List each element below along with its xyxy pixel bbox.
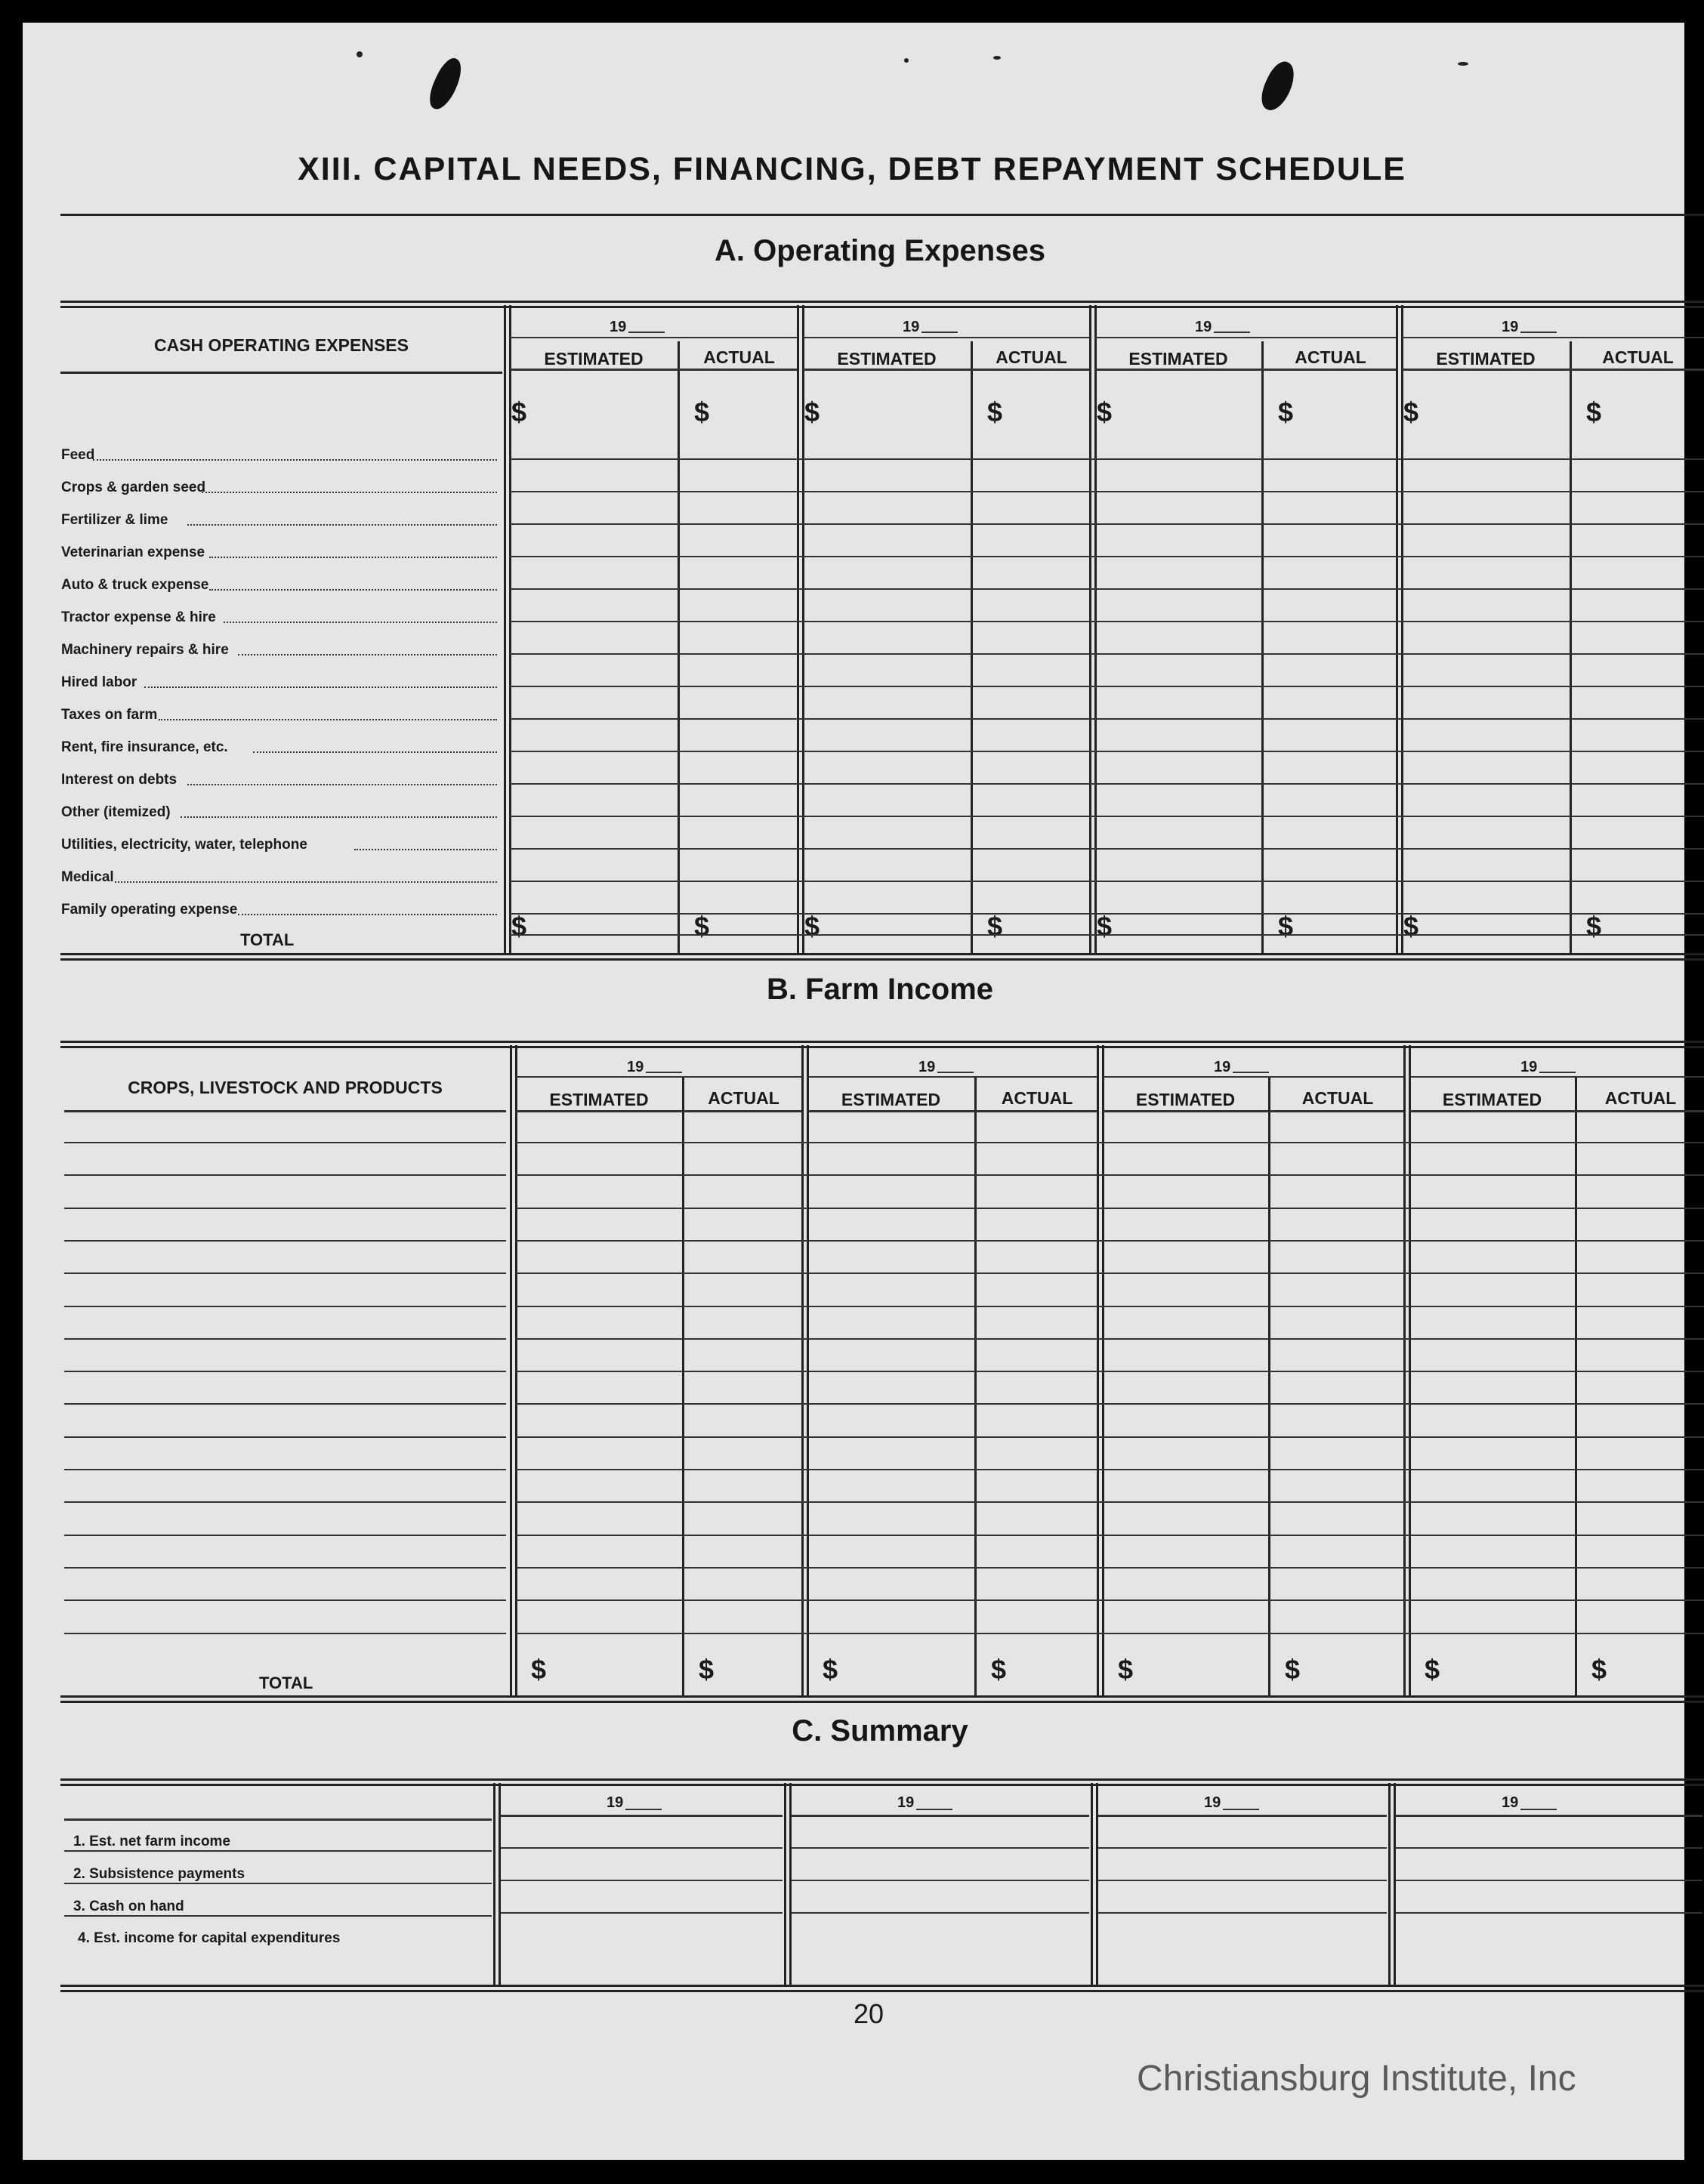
year-blank — [628, 332, 665, 333]
section-c-heading: C. Summary — [792, 1714, 968, 1748]
expense-row-label: Tractor expense & hire — [61, 609, 216, 625]
rule — [510, 369, 798, 371]
actual-header: ACTUAL — [1301, 1088, 1374, 1108]
actual-header: ACTUAL — [1295, 347, 1366, 367]
entry-line — [510, 718, 1704, 720]
year-blank — [937, 1072, 974, 1073]
actual-header: ACTUAL — [1602, 347, 1674, 367]
dot-leader — [354, 849, 497, 850]
rule — [1095, 369, 1397, 371]
dollar-sign: $ — [1403, 396, 1419, 427]
expense-row-label: Veterinarian expense — [61, 544, 205, 560]
estimated-header: ESTIMATED — [544, 349, 644, 369]
entry-line — [1396, 1912, 1702, 1914]
dollar-sign: $ — [804, 396, 820, 427]
year-label: 19 — [1520, 1059, 1538, 1075]
column-divider — [784, 1783, 792, 1985]
speck — [357, 51, 363, 57]
rule — [1402, 337, 1704, 338]
total-dollar-sign: $ — [1591, 1654, 1607, 1685]
rule — [64, 1110, 506, 1112]
product-entry-line — [64, 1371, 506, 1372]
total-dollar-sign: $ — [699, 1654, 715, 1685]
rule — [60, 214, 1704, 216]
section-a-column-header: CASH OPERATING EXPENSES — [154, 335, 409, 355]
product-entry-line — [64, 1403, 506, 1405]
entry-line — [516, 1403, 1704, 1405]
section-a-heading: A. Operating Expenses — [715, 234, 1045, 267]
entry-line — [516, 1208, 1704, 1209]
dollar-sign: $ — [511, 396, 527, 427]
entry-line — [510, 934, 1704, 936]
rule — [64, 1850, 492, 1852]
dollar-sign: $ — [1586, 396, 1602, 427]
product-entry-line — [64, 1272, 506, 1274]
entry-line — [510, 523, 1704, 525]
dollar-sign: $ — [694, 396, 710, 427]
year-label: 19 — [1204, 1794, 1221, 1811]
total-dollar-sign: $ — [531, 1654, 547, 1685]
rule — [807, 1110, 1097, 1112]
year-label: 19 — [918, 1059, 936, 1075]
product-entry-line — [64, 1501, 506, 1503]
year-blank — [921, 332, 958, 333]
rule — [501, 1815, 783, 1817]
entry-line — [516, 1338, 1704, 1340]
entry-line — [510, 881, 1704, 882]
rule — [803, 337, 1090, 338]
expense-row-label: Other (itemized) — [61, 804, 171, 820]
dollar-sign: $ — [1097, 396, 1113, 427]
section-a-top-rule — [60, 301, 1704, 308]
column-divider — [1261, 341, 1264, 953]
entry-line — [510, 686, 1704, 687]
entry-line — [516, 1142, 1704, 1143]
column-divider — [797, 305, 804, 953]
entry-line — [510, 653, 1704, 655]
total-dollar-sign: $ — [1278, 911, 1294, 942]
section-b-top-rule — [60, 1041, 1704, 1048]
rule — [1103, 1110, 1405, 1112]
dot-leader — [209, 589, 497, 591]
rule — [1103, 1076, 1405, 1078]
dot-leader — [238, 914, 497, 915]
year-blank — [1223, 1809, 1259, 1810]
entry-line — [510, 913, 1704, 915]
dollar-sign: $ — [987, 396, 1003, 427]
section-b-column-header: CROPS, LIVESTOCK AND PRODUCTS — [128, 1078, 443, 1097]
entry-line — [516, 1371, 1704, 1372]
column-divider — [493, 1783, 501, 1985]
estimated-header: ESTIMATED — [1442, 1090, 1542, 1109]
rule — [510, 337, 798, 338]
estimated-header: ESTIMATED — [1128, 349, 1228, 369]
product-entry-line — [64, 1469, 506, 1470]
column-divider — [1570, 341, 1572, 953]
rule — [792, 1815, 1089, 1817]
rule — [803, 369, 1090, 371]
entry-line — [510, 621, 1704, 622]
column-divider — [971, 341, 973, 953]
year-label: 19 — [627, 1059, 644, 1075]
year-blank — [646, 1072, 682, 1073]
estimated-header: ESTIMATED — [841, 1090, 941, 1109]
dot-leader — [253, 751, 497, 753]
entry-line — [516, 1599, 1704, 1601]
total-dollar-sign: $ — [1097, 911, 1113, 942]
column-divider — [678, 341, 680, 953]
entry-line — [1098, 1847, 1387, 1849]
column-divider — [1089, 305, 1097, 953]
rule — [1409, 1110, 1704, 1112]
product-entry-line — [64, 1338, 506, 1340]
rule — [1402, 369, 1704, 371]
expense-row-label: Fertilizer & lime — [61, 512, 168, 528]
speck — [904, 58, 909, 63]
entry-line — [516, 1469, 1704, 1470]
column-divider — [504, 305, 511, 953]
column-divider — [682, 1076, 684, 1695]
summary-row-label: 1. Est. net farm income — [73, 1834, 231, 1849]
entry-line — [516, 1501, 1704, 1503]
year-label: 19 — [1214, 1059, 1231, 1075]
expense-row-label: Machinery repairs & hire — [61, 642, 229, 658]
total-dollar-sign: $ — [694, 911, 710, 942]
entry-line — [510, 556, 1704, 557]
entry-line — [501, 1847, 783, 1849]
total-dollar-sign: $ — [1285, 1654, 1301, 1685]
dot-leader — [93, 459, 497, 461]
expense-row-label: Family operating expense — [61, 902, 238, 918]
expense-row-label: Rent, fire insurance, etc. — [61, 739, 228, 755]
entry-line — [510, 848, 1704, 850]
total-dollar-sign: $ — [987, 911, 1003, 942]
entry-line — [1396, 1880, 1702, 1881]
entry-line — [1396, 1847, 1702, 1849]
year-label: 19 — [610, 319, 627, 335]
expense-row-label: Interest on debts — [61, 772, 178, 788]
column-divider — [1268, 1076, 1270, 1695]
year-blank — [1233, 1072, 1269, 1073]
entry-line — [516, 1306, 1704, 1307]
dot-leader — [209, 557, 497, 558]
year-blank — [1214, 332, 1250, 333]
section-a-total-label: TOTAL — [240, 930, 295, 949]
total-dollar-sign: $ — [823, 1654, 838, 1685]
year-blank — [1520, 332, 1557, 333]
actual-header: ACTUAL — [1604, 1088, 1677, 1108]
entry-line — [516, 1633, 1704, 1634]
dot-leader — [187, 784, 497, 785]
expense-row-label: Crops & garden seed — [61, 480, 206, 495]
product-entry-line — [64, 1174, 506, 1176]
section-c-top-rule — [60, 1778, 1704, 1786]
entry-line — [510, 458, 1704, 460]
rule — [516, 1110, 803, 1112]
column-divider — [1575, 1076, 1577, 1695]
entry-line — [516, 1436, 1704, 1438]
summary-row-label: 3. Cash on hand — [73, 1899, 184, 1914]
rule — [64, 1915, 492, 1917]
section-b-total-label: TOTAL — [259, 1673, 313, 1692]
column-divider — [1091, 1783, 1098, 1985]
rule — [60, 372, 502, 374]
expense-row-label: Hired labor — [61, 674, 137, 690]
page-number: 20 — [853, 1998, 884, 2029]
year-label: 19 — [1502, 1794, 1519, 1811]
entry-line — [510, 783, 1704, 785]
product-entry-line — [64, 1142, 506, 1143]
actual-header: ACTUAL — [703, 347, 775, 367]
year-blank — [916, 1809, 952, 1810]
year-label: 19 — [607, 1794, 624, 1811]
product-entry-line — [64, 1208, 506, 1209]
year-label: 19 — [897, 1794, 915, 1811]
estimated-header: ESTIMATED — [1135, 1090, 1236, 1109]
entry-line — [516, 1272, 1704, 1274]
summary-row-label: 2. Subsistence payments — [73, 1866, 245, 1882]
speck — [993, 56, 1001, 60]
entry-line — [516, 1535, 1704, 1536]
year-blank — [1520, 1809, 1557, 1810]
expense-row-label: Medical — [61, 869, 114, 885]
product-entry-line — [64, 1599, 506, 1601]
year-label: 19 — [1195, 319, 1212, 335]
entry-line — [792, 1912, 1089, 1914]
dot-leader — [187, 524, 497, 526]
entry-line — [510, 491, 1704, 492]
rule — [1409, 1076, 1704, 1078]
total-dollar-sign: $ — [1118, 1654, 1134, 1685]
expense-row-label: Utilities, electricity, water, telephone — [61, 837, 307, 853]
entry-line — [510, 816, 1704, 817]
column-divider — [1396, 305, 1403, 953]
estimated-header: ESTIMATED — [837, 349, 937, 369]
rule — [516, 1076, 803, 1078]
total-dollar-sign: $ — [804, 911, 820, 942]
entry-line — [1098, 1912, 1387, 1914]
column-divider — [1388, 1783, 1396, 1985]
product-entry-line — [64, 1567, 506, 1569]
rule — [64, 1818, 492, 1821]
total-dollar-sign: $ — [1403, 911, 1419, 942]
product-entry-line — [64, 1633, 506, 1634]
expense-row-label: Auto & truck expense — [61, 577, 209, 593]
total-dollar-sign: $ — [991, 1654, 1007, 1685]
entry-line — [792, 1880, 1089, 1881]
rule — [1095, 337, 1397, 338]
expense-row-label: Taxes on farm — [61, 707, 158, 723]
estimated-header: ESTIMATED — [549, 1090, 649, 1109]
entry-line — [516, 1174, 1704, 1176]
dot-leader — [238, 654, 497, 656]
entry-line — [792, 1847, 1089, 1849]
section-b-bottom-rule — [60, 1695, 1704, 1703]
product-entry-line — [64, 1240, 506, 1242]
dot-leader — [181, 816, 497, 818]
year-label: 19 — [1502, 319, 1519, 335]
rule — [807, 1076, 1097, 1078]
page-title: XIII. CAPITAL NEEDS, FINANCING, DEBT REPAYMENT SCHEDULE — [298, 151, 1406, 187]
entry-line — [510, 751, 1704, 752]
year-label: 19 — [903, 319, 920, 335]
summary-row-label: 4. Est. income for capital expenditures — [78, 1930, 341, 1946]
rule — [1098, 1815, 1387, 1817]
section-c-bottom-rule — [60, 1985, 1704, 1992]
entry-line — [516, 1240, 1704, 1242]
rule — [1396, 1815, 1702, 1817]
product-entry-line — [64, 1535, 506, 1536]
product-entry-line — [64, 1306, 506, 1307]
actual-header: ACTUAL — [1001, 1088, 1073, 1108]
total-dollar-sign: $ — [1425, 1654, 1440, 1685]
entry-line — [510, 588, 1704, 590]
entry-line — [501, 1880, 783, 1881]
dot-leader — [202, 492, 497, 493]
total-dollar-sign: $ — [511, 911, 527, 942]
actual-header: ACTUAL — [996, 347, 1067, 367]
column-divider — [974, 1076, 977, 1695]
rule — [64, 1883, 492, 1884]
dot-leader — [115, 881, 497, 883]
year-blank — [625, 1809, 662, 1810]
section-a-bottom-rule — [60, 953, 1704, 961]
dot-leader — [224, 622, 497, 623]
section-b-heading: B. Farm Income — [766, 973, 994, 1006]
total-dollar-sign: $ — [1586, 911, 1602, 942]
speck — [1458, 62, 1468, 66]
dot-leader — [159, 719, 497, 720]
estimated-header: ESTIMATED — [1436, 349, 1536, 369]
entry-line — [1098, 1880, 1387, 1881]
actual-header: ACTUAL — [708, 1088, 779, 1108]
expense-row-label: Feed — [61, 447, 95, 463]
product-entry-line — [64, 1436, 506, 1438]
entry-line — [501, 1912, 783, 1914]
year-blank — [1539, 1072, 1576, 1073]
watermark: Christiansburg Institute, Inc — [1137, 2059, 1576, 2099]
dollar-sign: $ — [1278, 396, 1294, 427]
dot-leader — [144, 686, 497, 688]
entry-line — [516, 1567, 1704, 1569]
